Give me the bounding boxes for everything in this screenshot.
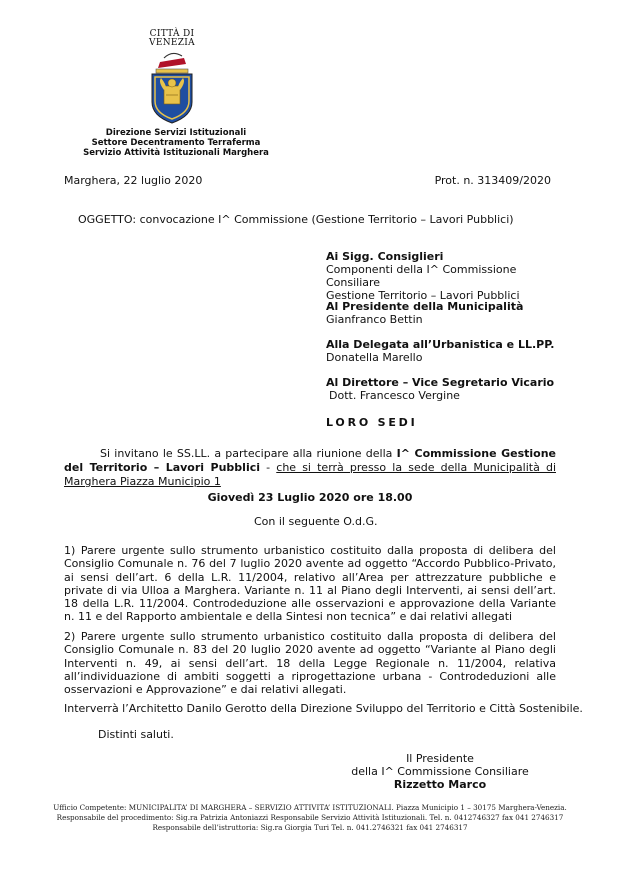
footer-line-1: Ufficio Competente: MUNICIPALITA’ DI MARGHERA – SERVIZIO ATTIVITA’ ISTITUZIONALI. Piazza Municipio 1 – 30175 Marghera-Venezia. bbox=[53, 803, 567, 812]
intro-separator: - bbox=[260, 461, 277, 474]
recipient-line: Gianfranco Bettin bbox=[326, 313, 423, 326]
recipient-line: Gestione Territorio – Lavori Pubblici bbox=[326, 289, 520, 302]
recipient-heading: Al Presidente della Municipalità bbox=[326, 300, 524, 313]
recipient-heading: Alla Delegata all’Urbanistica e LL.PP. bbox=[326, 338, 555, 351]
subject-line: OGGETTO: convocazione I^ Commissione (Gestione Territorio – Lavori Pubblici) bbox=[78, 213, 514, 226]
intro-plain: Si invitano le SS.LL. a partecipare alla riunione della bbox=[100, 447, 397, 460]
recipient-block bbox=[326, 338, 566, 364]
footer-line-3: Responsabile dell’istruttoria: Sig.ra Giorgia Turi Tel. n. 041.2746321 fax 041 2746317 bbox=[152, 823, 468, 832]
intro-committee: I^ Commissione Gestione del Territorio – Lavori Pubblici bbox=[64, 447, 556, 474]
architect-note: Interverrà l’Architetto Danilo Gerotto della Direzione Sviluppo del Territorio e Città Sostenibile. bbox=[64, 702, 583, 715]
dept-line-2: Settore Decentramento Terraferma bbox=[91, 138, 261, 148]
place-date: Marghera, 22 luglio 2020 bbox=[64, 174, 203, 187]
recipient-heading: Al Direttore – Vice Segretario Vicario bbox=[326, 376, 555, 389]
agenda-item: 2) Parere urgente sullo strumento urbanistico costituito dalla proposta di delibera del Consiglio Comunale n. 83 del 20 luglio 2020 avente ad oggetto “Variante al Piano degli Interventi n. 49, ai sensi dell’art. 18 della Legge Regionale n. 11/2004, relativa all’individuazione di ambiti soggetti a riprogettazione urbana - Controdeduzioni alle osservazioni e Approvazione” e dai relativi allegati. bbox=[64, 630, 556, 697]
intro-venue: che si terrà presso la sede della Municipalità di Marghera Piazza Municipio 1 bbox=[64, 461, 556, 488]
protocol-number: Prot. n. 313409/2020 bbox=[434, 174, 551, 187]
intro-paragraph bbox=[64, 447, 556, 489]
signature-role: della I^ Commissione Consiliare bbox=[351, 765, 529, 778]
agenda-heading: Con il seguente O.d.G. bbox=[254, 515, 378, 528]
meeting-date: Giovedì 23 Luglio 2020 ore 18.00 bbox=[207, 491, 413, 504]
logo-text-line2: VENEZIA bbox=[149, 38, 195, 48]
loro-sedi: LORO SEDI bbox=[326, 416, 418, 429]
recipient-heading: Ai Sigg. Consiglieri bbox=[326, 250, 444, 263]
recipient-block bbox=[326, 300, 566, 326]
recipient-line: Dott. Francesco Vergine bbox=[329, 389, 460, 402]
logo-text-line1: CITTÀ DI bbox=[149, 29, 195, 39]
recipient-line: Componenti della I^ Commissione Consiliare bbox=[326, 263, 517, 289]
venice-coat-of-arms-icon bbox=[146, 52, 198, 124]
signature-name: Rizzetto Marco bbox=[393, 778, 487, 791]
signature-block bbox=[350, 752, 530, 791]
city-logo-text bbox=[140, 30, 204, 48]
dept-line-1: Direzione Servizi Istituzionali bbox=[105, 128, 247, 138]
agenda-item: 1) Parere urgente sullo strumento urbanistico costituito dalla proposta di delibera del Consiglio Comunale n. 76 del 7 luglio 2020 avente ad oggetto “Accordo Pubblico-Privato, ai sensi dell’art. 6 della L.R. 11/2004, relativo all’Area per attrezzature pubbliche e private di via Ulloa a Marghera. Variante n. 11 al Piano degli Interventi, ai sensi dell’art. 18 della L.R. 11/2004. Controdeduzione alle osservazioni e approvazione della Variante n. 11 e del Rapporto ambientale e della Sintesi non tecnica” e dai relativi allegati bbox=[64, 544, 556, 624]
recipient-line: Donatella Marello bbox=[326, 351, 423, 364]
greeting: Distinti saluti. bbox=[98, 728, 174, 741]
footer-line-2: Responsabile del procedimento: Sig.ra Patrizia Antoniazzi Responsabile Servizio Attività Istituzionali. Tel. n. 0412746327 fax 041 2746317 bbox=[56, 813, 564, 822]
dept-line-3: Servizio Attività Istituzionali Marghera bbox=[83, 148, 269, 158]
signature-title: Il Presidente bbox=[406, 752, 474, 765]
recipient-block bbox=[326, 376, 566, 402]
recipient-block bbox=[326, 250, 566, 302]
department-header bbox=[66, 128, 286, 158]
footer bbox=[40, 803, 580, 833]
